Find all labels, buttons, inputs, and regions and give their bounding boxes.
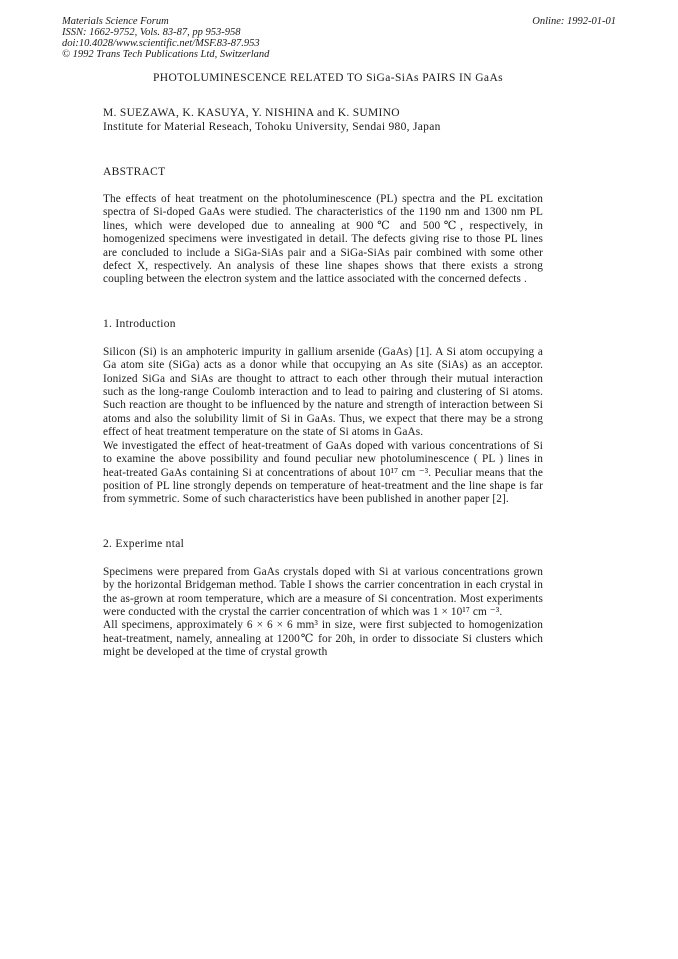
copyright-line: © 1992 Trans Tech Publications Ltd, Switzerland — [62, 49, 270, 60]
affiliation: Institute for Material Reseach, Tohoku University, Sendai 980, Japan — [103, 121, 441, 133]
paper-title: PHOTOLUMINESCENCE RELATED TO SiGa-SiAs PAIRS IN GaAs — [152, 72, 504, 84]
abstract-paragraph: The effects of heat treatment on the photoluminescence (PL) spectra and the PL excitation spectra of Si-doped GaAs were studied. The characteristics of the 1190 nm and 1300 nm PL lines, which were developed due to annealing at 900℃ and 500℃, respectively, in homogenized specimens were investigated in detail. The defects giving rise to those PL lines are concluded to include a SiGa-SiAs pair and a SiGa-SiAs pair combined with some other defect X, respectively. An analysis of these line shapes shows that there exists a strong coupling between the electron system and the lattice associated with the concerned defects . — [103, 193, 543, 286]
abstract-heading: ABSTRACT — [103, 166, 166, 178]
introduction-paragraph-2: We investigated the effect of heat-treatment of GaAs doped with various concentrations of Si to examine the above possibility and found peculiar new photoluminescence ( PL ) lines in heat-treated GaAs containing Si at concentrations of about 10¹⁷ cm ⁻³. Peculiar means that the position of PL line strongly depends on temperature of heat-treatment and the line shape is far from symmetric. Some of such characteristics have been published in another paper [2]. — [103, 439, 543, 506]
author-block — [103, 106, 543, 134]
paper-body — [103, 72, 543, 660]
introduction-heading: 1. Introduction — [103, 317, 176, 330]
experimental-heading: 2. Experime ntal — [103, 537, 185, 550]
issn-line: ISSN: 1662-9752, Vols. 83-87, pp 953-958 — [62, 27, 241, 38]
running-header — [62, 16, 269, 60]
introduction-paragraph-1: Silicon (Si) is an amphoteric impurity in gallium arsenide (GaAs) [1]. A Si atom occupying a Ga atom site (SiGa) acts as a donor while that occupying an As site (SiAs) as an acceptor. Ionized SiGa and SiAs are thought to attract to each other through their mutual interaction such as the long-range Coulomb interaction and to lead to pairing and clustering of Si atoms. Such reaction are thought to be influenced by the nature and strength of interaction between Si atoms and also the solubility limit of Si in GaAs. Thus, we expect that there may be a strong effect of heat treatment temperature on the state of Si atoms in GaAs. — [103, 345, 543, 439]
journal-name: Materials Science Forum — [62, 16, 169, 27]
experimental-paragraph-1: Specimens were prepared from GaAs crystals doped with Si at various concentrations grown by the horizontal Bridgeman method. Table I shows the carrier concentration in each crystal in the as-grown at room temperature, which are a measure of Si concentration. Most experiments were conducted with the crystal the carrier concentration of which was 1 × 10¹⁷ cm ⁻³. — [103, 565, 543, 618]
experimental-paragraph-2: All specimens, approximately 6 × 6 × 6 mm³ in size, were first subjected to homogenization heat-treatment, namely, annealing at 1200℃ for 20h, in order to dissociate Si clusters which might be developed at the time of crystal growth — [103, 619, 543, 659]
online-date: Online: 1992-01-01 — [532, 16, 616, 27]
author-list: M. SUEZAWA, K. KASUYA, Y. NISHINA and K. SUMINO — [103, 107, 400, 119]
doi-line: doi:10.4028/www.scientific.net/MSF.83-87.953 — [62, 38, 260, 49]
introduction-text — [103, 346, 543, 507]
abstract-text — [103, 193, 543, 287]
experimental-text — [103, 566, 543, 660]
